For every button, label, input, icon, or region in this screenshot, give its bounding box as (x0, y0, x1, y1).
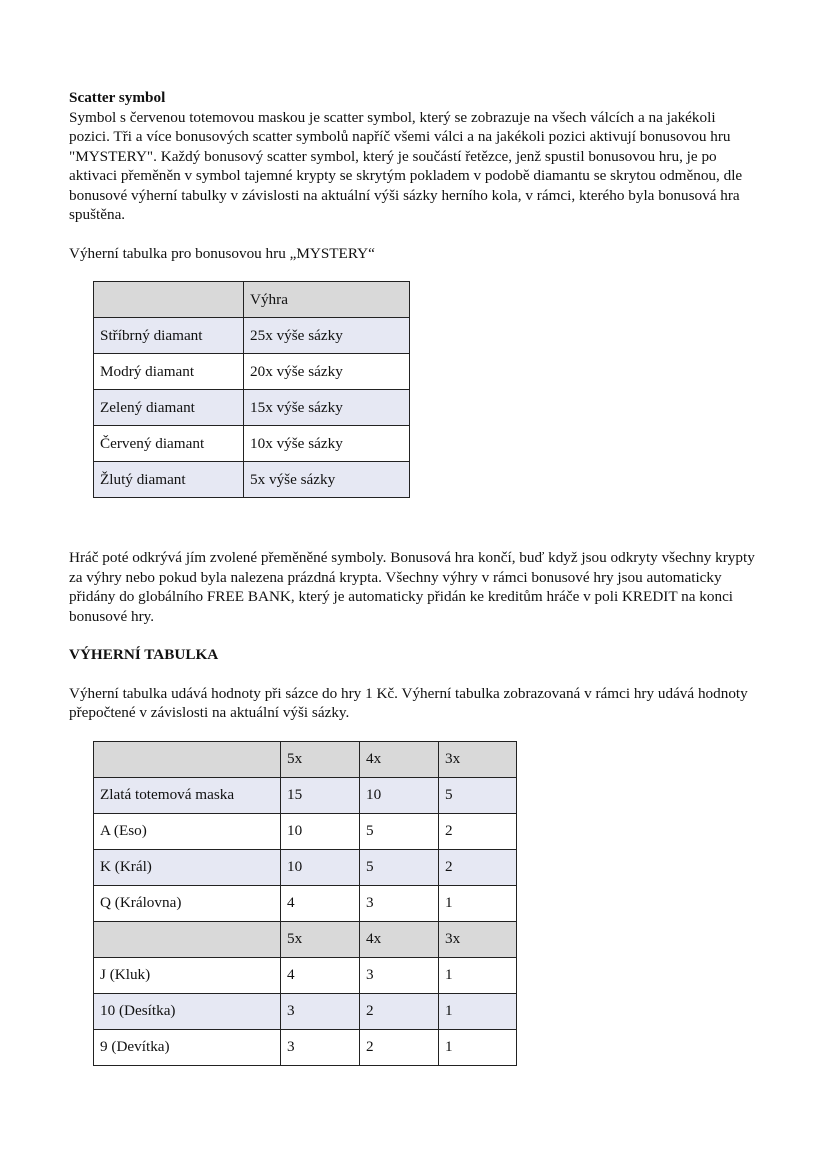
table-row (94, 318, 410, 354)
table-cell: Zlatá totemová maska (94, 777, 281, 813)
table-header-cell: 4x (360, 921, 439, 957)
bonus-table-caption: Výherní tabulka pro bonusovou hru „MYSTERY“ (69, 244, 375, 262)
table-cell: 10x výše sázky (244, 426, 410, 462)
table-cell: Červený diamant (94, 426, 244, 462)
table-header-cell (94, 741, 281, 777)
table-cell: K (Král) (94, 849, 281, 885)
table-cell: Stříbrný diamant (94, 318, 244, 354)
table-cell: 1 (439, 885, 517, 921)
table-header-cell (94, 921, 281, 957)
table-row (94, 885, 517, 921)
table-cell: 2 (439, 849, 517, 885)
table-row (94, 849, 517, 885)
table-header-cell: Výhra (244, 282, 410, 318)
table-cell: 15x výše sázky (244, 390, 410, 426)
table-cell: 10 (281, 849, 360, 885)
table-header-row (94, 741, 517, 777)
table-cell: 1 (439, 1029, 517, 1065)
table-cell: 4 (281, 957, 360, 993)
table-cell: 2 (360, 993, 439, 1029)
table-header-cell (94, 282, 244, 318)
table-cell: 25x výše sázky (244, 318, 410, 354)
table-cell: 10 (281, 813, 360, 849)
table-cell: J (Kluk) (94, 957, 281, 993)
table-cell: 1 (439, 957, 517, 993)
table-row (94, 426, 410, 462)
table-header-cell: 5x (281, 741, 360, 777)
table-header-cell: 3x (439, 741, 517, 777)
table-cell: 15 (281, 777, 360, 813)
table-cell: 2 (439, 813, 517, 849)
paytable-paragraph: Výherní tabulka udává hodnoty při sázce do hry 1 Kč. Výherní tabulka zobrazovaná v rámci hry udává hodnoty přepočtené v závislosti na aktuální výši sázky. (69, 684, 748, 721)
table-cell: 5x výše sázky (244, 462, 410, 498)
table-row (94, 354, 410, 390)
table-cell: 2 (360, 1029, 439, 1065)
table-cell: 5 (360, 849, 439, 885)
paytable (93, 741, 517, 1066)
table-cell: 3 (281, 1029, 360, 1065)
table-header-cell: 5x (281, 921, 360, 957)
table-cell: 5 (360, 813, 439, 849)
table-cell: A (Eso) (94, 813, 281, 849)
table-header-row (94, 921, 517, 957)
table-header-cell: 3x (439, 921, 517, 957)
table-cell: 3 (281, 993, 360, 1029)
document-page (69, 88, 759, 1066)
table-cell: 10 (Desítka) (94, 993, 281, 1029)
table-cell: Zelený diamant (94, 390, 244, 426)
scatter-heading: Scatter symbol (69, 89, 166, 106)
table-cell: 3 (360, 957, 439, 993)
table-cell: 5 (439, 777, 517, 813)
table-header-cell: 4x (360, 741, 439, 777)
bonus-table (93, 281, 410, 498)
table-row (94, 957, 517, 993)
table-cell: 3 (360, 885, 439, 921)
table-header-row (94, 282, 410, 318)
table-row (94, 813, 517, 849)
table-row (94, 993, 517, 1029)
table-cell: 9 (Devítka) (94, 1029, 281, 1065)
table-cell: 20x výše sázky (244, 354, 410, 390)
table-cell: 10 (360, 777, 439, 813)
scatter-paragraph: Symbol s červenou totemovou maskou je scatter symbol, který se zobrazuje na všech válcích a na jakékoli pozici. Tři a více bonusových scatter symbolů napříč všemi válci a na jakékoli pozici aktivují bonusovou hru "MYSTERY". Každý bonusový scatter symbol, který je součástí řetězce, jenž spustil bonusovou hru, je po aktivaci přeměněn v symbol tajemné krypty se skrytým pokladem v podobě diamantu se skrytou odměnou, dle bonusové výherní tabulky v závislosti na aktuální výši sázky herního kola, v rámci, kterého byla bonusová hra spuštěna. (69, 108, 743, 223)
table-cell: Žlutý diamant (94, 462, 244, 498)
table-row (94, 777, 517, 813)
table-cell: Q (Královna) (94, 885, 281, 921)
table-row (94, 390, 410, 426)
table-cell: 1 (439, 993, 517, 1029)
table-row (94, 1029, 517, 1065)
table-cell: Modrý diamant (94, 354, 244, 390)
bonus-end-paragraph: Hráč poté odkrývá jím zvolené přeměněné symboly. Bonusová hra končí, buď když jsou odkryty všechny krypty za výhry nebo pokud byla nalezena prázdná krypta. Všechny výhry v rámci bonusové hry jsou automaticky přidány do globálního FREE BANK, který je automaticky přidán ke kreditům hráče v poli KREDIT na konci bonusové hry. (69, 549, 755, 625)
table-cell: 4 (281, 885, 360, 921)
table-row (94, 462, 410, 498)
paytable-heading: VÝHERNÍ TABULKA (69, 646, 219, 663)
